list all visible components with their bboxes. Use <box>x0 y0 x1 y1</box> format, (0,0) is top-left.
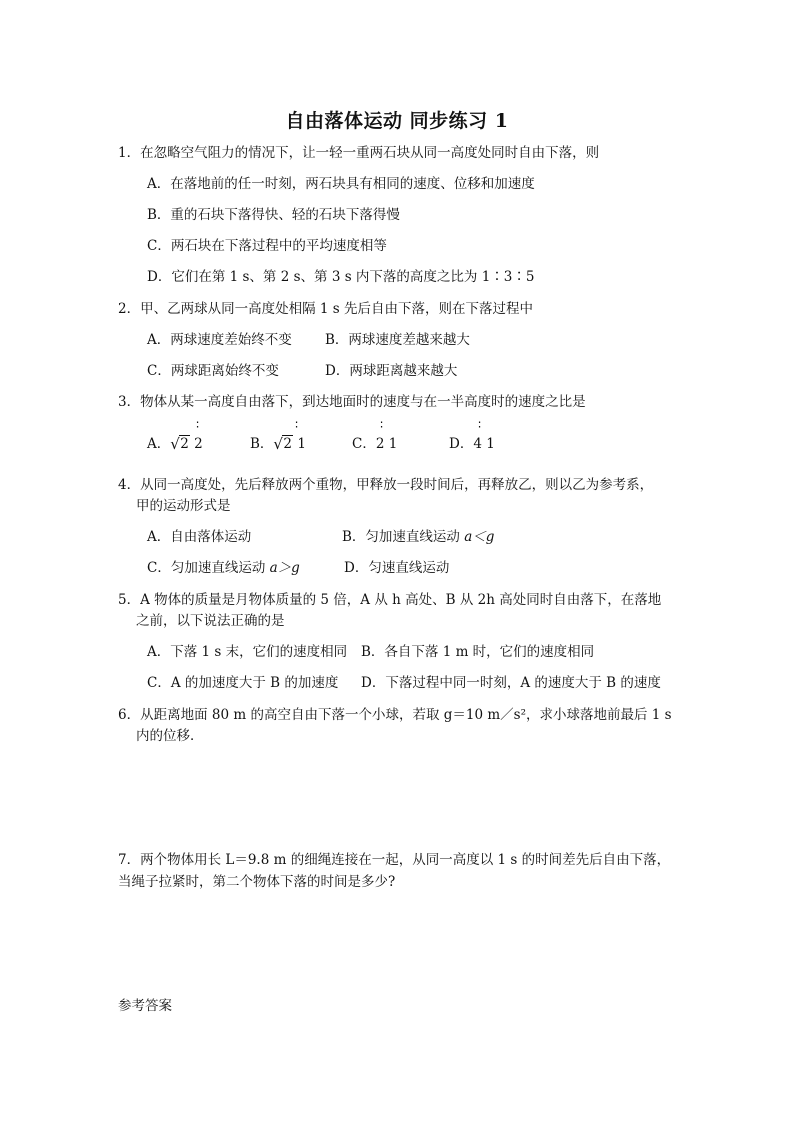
option-c-math: a＞g <box>269 560 300 576</box>
question-4-option-d: D．匀速直线运动 <box>344 560 450 576</box>
page-title: 自由落体运动 同步练习 1 <box>285 110 509 132</box>
option-b-math: a＜g <box>464 529 495 545</box>
question-7-stem-line-2: 当绳子拉紧时，第二个物体下落的时间是多少? <box>118 874 396 890</box>
sqrt-symbol <box>273 436 293 452</box>
question-5-option-c: C．A 的加速度大于 B 的加速度 <box>147 675 339 691</box>
question-3-option-b <box>250 432 306 452</box>
question-1-stem: 1．在忽略空气阻力的情况下，让一轻一重两石块从同一高度处同时自由下落，则 <box>118 145 600 161</box>
ratio-term: 1 <box>297 436 306 452</box>
question-6-stem-line-1: 6．从距离地面 80 m 的高空自由下落一个小球，若取 g＝10 m／s²，求小球落地前最后 1 s <box>118 707 672 723</box>
ratio-colon: ∶ <box>196 418 200 432</box>
question-5-option-d: D．下落过程中同一时刻，A 的速度大于 B 的速度 <box>361 675 661 691</box>
question-4-option-b <box>342 525 494 545</box>
question-1-option-d: D．它们在第 1 s、第 2 s、第 3 s 内下落的高度之比为 1∶3∶5 <box>147 269 535 285</box>
question-5-stem-line-1: 5．A 物体的质量是月物体质量的 5 倍，A 从 h 高处、B 从 2h 高处同时自由落下，在落地 <box>118 592 662 608</box>
sqrt-symbol <box>170 436 190 452</box>
question-1-option-c: C．两石块在下落过程中的平均速度相等 <box>147 238 387 254</box>
question-7-stem-line-1: 7．两个物体用长 L＝9.8 m 的细绳连接在一起，从同一高度以 1 s 的时间差先后自由下落， <box>118 852 671 868</box>
question-5-option-b: B．各自下落 1 m 时，它们的速度相同 <box>361 644 595 660</box>
ratio-colon: ∶ <box>478 418 482 432</box>
ratio-colon: ∶ <box>380 418 384 432</box>
question-5-option-a: A．下落 1 s 末，它们的速度相同 <box>147 644 348 660</box>
option-a-label: A． <box>147 436 171 452</box>
option-c-text: C．匀加速直线运动 <box>147 560 270 576</box>
question-1-option-b: B．重的石块下落得快、轻的石块下落得慢 <box>147 207 400 223</box>
question-2-stem: 2．甲、乙两球从同一高度处相隔 1 s 先后自由下落，则在下落过程中 <box>118 301 533 317</box>
question-4-stem-line-1: 4．从同一高度处，先后释放两个重物，甲释放一段时间后，再释放乙，则以乙为参考系， <box>118 477 654 493</box>
question-5-stem-line-2: 之前，以下说法正确的是 <box>136 613 285 629</box>
question-4-option-c <box>147 556 300 576</box>
question-2-option-c: C．两球距离始终不变 <box>147 363 279 379</box>
sqrt-radicand: 2 <box>180 436 189 452</box>
question-4-option-a: A．自由落体运动 <box>147 529 252 545</box>
question-3-option-d: D．4 1 <box>449 436 495 452</box>
question-3-stem: 3．物体从某一高度自由落下，到达地面时的速度与在一半高度时的速度之比是 <box>118 394 586 410</box>
question-4-stem-line-2: 甲的运动形式是 <box>136 498 231 514</box>
question-2-option-b: B．两球速度差越来越大 <box>325 332 470 348</box>
question-1-option-a: A．在落地前的任一时刻，两石块具有相同的速度、位移和加速度 <box>147 176 535 192</box>
question-2-option-d: D．两球距离越来越大 <box>325 363 458 379</box>
option-b-text: B．匀加速直线运动 <box>342 529 465 545</box>
question-2-option-a: A．两球速度差始终不变 <box>147 332 292 348</box>
answers-heading: 参考答案 <box>118 998 172 1014</box>
ratio-term: 2 <box>194 436 203 452</box>
question-6-stem-line-2: 内的位移． <box>136 728 204 744</box>
ratio-colon: ∶ <box>295 418 299 432</box>
option-b-label: B． <box>250 436 274 452</box>
sqrt-radicand: 2 <box>283 436 293 452</box>
question-3-option-a <box>147 432 203 452</box>
question-3-option-c: C．2 1 <box>352 436 398 452</box>
